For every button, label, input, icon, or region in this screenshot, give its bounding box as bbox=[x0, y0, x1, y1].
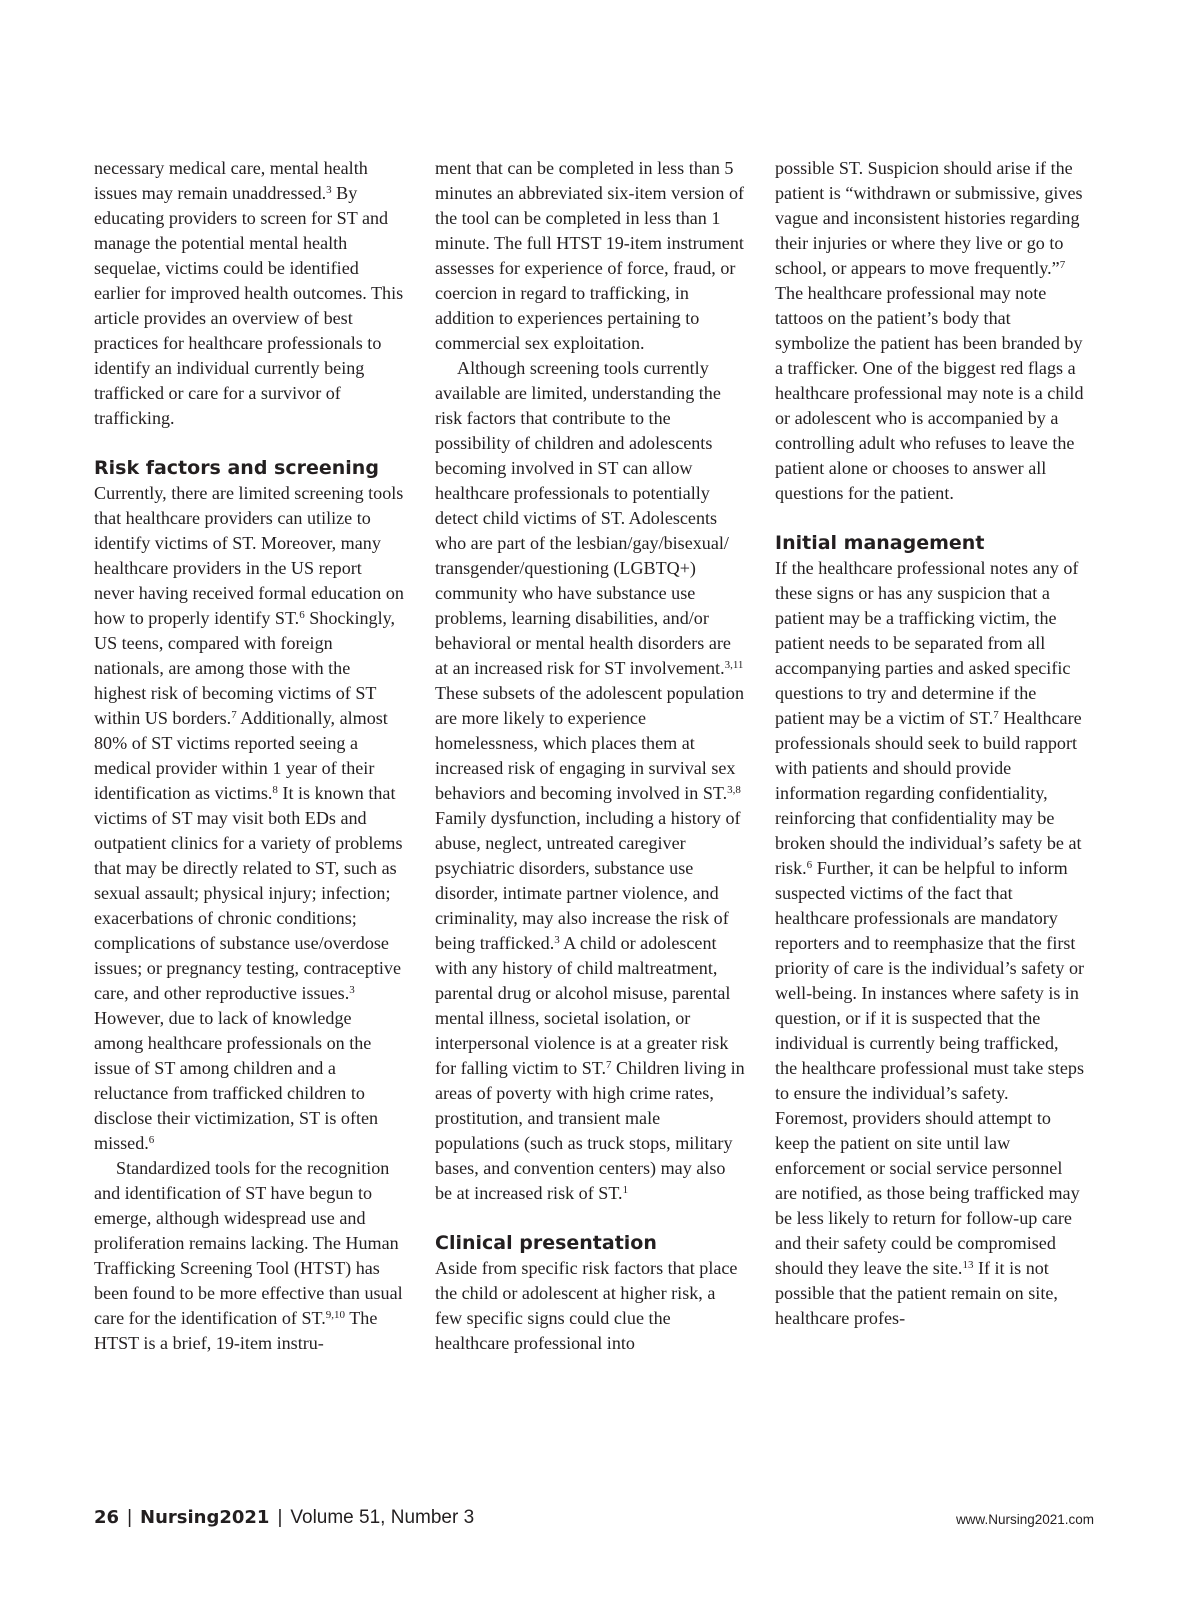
text-run: Family dysfunction, including a history of abuse, neglect, untreated caregiver psychiatric disorders, substance use disorder, intimate partner violence, and criminality, may also increase the risk of being trafficked. bbox=[435, 808, 741, 953]
citation-superscript: 13 bbox=[962, 1258, 974, 1271]
text-run: Currently, there are limited screening tools that healthcare providers can utilize to identify victims of ST. Moreover, many healthcare providers in the US report never having received formal education on how to properly identify ST. bbox=[94, 483, 404, 628]
text-run: Shockingly, US teens, compared with foreign nationals, are among those with the highest risk of becoming victims of ST within US borders. bbox=[94, 608, 396, 728]
text-run: If it is not possible that the patient remain on site, healthcare profes- bbox=[775, 1258, 1058, 1328]
text-run: possible ST. Suspicion should arise if the patient is “withdrawn or submissive, gives vague and inconsistent histories regarding their injuries or where they live or go to school, or appears to move frequently.” bbox=[775, 158, 1083, 278]
citation-superscript: 7 bbox=[231, 708, 237, 721]
text-run: Additionally, almost 80% of ST victims reported seeing a medical provider within 1 year of their identification as victims. bbox=[94, 708, 388, 803]
paragraph bbox=[435, 356, 745, 1206]
text-run: If the healthcare professional notes any of these signs or has any suspicion that a patient may be a trafficking victim, the patient needs to be separated from all accompanying parties and asked specific questions to try and determine if the patient may be a victim of ST. bbox=[775, 558, 1079, 728]
citation-superscript: 9,10 bbox=[325, 1308, 346, 1321]
text-run: Further, it can be helpful to inform suspected victims of the fact that healthcare professionals are mandatory reporters and to reemphasize that the first priority of care is the individual’s safety or well-being. In instances where safety is in question, or if it is suspected that the individual is currently being trafficked, the healthcare professional must take steps to ensure the individual’s safety. Foremost, providers should attempt to keep the patient on site until law enforcement or social service personnel are notified, as those being trafficked may be less likely to return for follow-up care and their safety could be compromised should they leave the site. bbox=[775, 858, 1085, 1278]
citation-superscript: 3,11 bbox=[724, 658, 744, 671]
page-footer bbox=[94, 1507, 1094, 1537]
page-number: 26 bbox=[94, 1507, 120, 1528]
citation-superscript: 7 bbox=[993, 708, 999, 721]
paragraph bbox=[435, 156, 745, 356]
paragraph bbox=[775, 156, 1085, 506]
paragraph bbox=[435, 1256, 745, 1356]
issue-info: Volume 51, Number 3 bbox=[290, 1507, 475, 1528]
text-run: ment that can be completed in less than 5 minutes an abbreviated six-item version of the tool can be completed in less than 1 minute. The full HTST 19-item instrument assesses for experience of force, fraud, or coercion in regard to trafficking, in addition to experiences pertaining to commercial sex exploitation. bbox=[435, 158, 745, 353]
paragraph bbox=[94, 1156, 404, 1356]
magazine-name: Nursing2021 bbox=[140, 1507, 270, 1528]
text-run: These subsets of the adolescent population are more likely to experience homelessness, which places them at increased risk of engaging in survival sex behaviors and becoming involved in ST. bbox=[435, 683, 745, 803]
citation-superscript: 3,8 bbox=[727, 783, 741, 796]
citation-superscript: 3 bbox=[349, 983, 355, 996]
section-heading: Initial management bbox=[775, 532, 985, 554]
text-run: It is known that victims of ST may visit both EDs and outpatient clinics for a variety of problems that may be directly related to ST, such as sexual assault; physical injury; infection; exacerbations of chronic conditions; complications of substance use/overdose issues; or pregnancy testing, contraceptive care, and other reproductive issues. bbox=[94, 783, 403, 1003]
footer-left bbox=[94, 1507, 474, 1529]
citation-superscript: 3 bbox=[554, 933, 560, 946]
citation-superscript: 6 bbox=[806, 858, 813, 871]
paragraph bbox=[94, 481, 404, 1156]
column-3 bbox=[775, 156, 1085, 1331]
citation-superscript: 8 bbox=[272, 783, 278, 796]
citation-superscript: 7 bbox=[1059, 258, 1066, 271]
citation-superscript: 3 bbox=[326, 183, 332, 196]
citation-superscript: 7 bbox=[606, 1058, 612, 1071]
text-run: The healthcare professional may note tattoos on the patient’s body that symbolize the patient has been branded by a trafficker. One of the biggest red flags a healthcare professional may note is a child or adolescent who is accompanied by a controlling adult who refuses to leave the patient alone or chooses to answer all questions for the patient. bbox=[775, 283, 1084, 503]
website-url: www.Nursing2021.com bbox=[955, 1512, 1094, 1527]
text-run: Although screening tools currently available are limited, understanding the risk factors that contribute to the possibility of children and adolescents becoming involved in ST can allow healthcare professionals to potentially detect child victims of ST. Adolescents who are part of the lesbian/gay/bisexual/ transgender/questioning (LGBTQ+) community who have substance use problems, learning disabilities, and/or behavioral or mental health disorders are at an increased risk for ST involvement. bbox=[435, 358, 731, 678]
citation-superscript: 1 bbox=[622, 1183, 629, 1196]
citation-superscript: 6 bbox=[299, 608, 305, 621]
text-run: A child or adolescent with any history of child maltreatment, parental drug or alcohol misuse, parental mental illness, societal isolation, or interpersonal violence is at a greater risk for falling victim to ST. bbox=[435, 933, 731, 1078]
text-run: Aside from specific risk factors that place the child or adolescent at higher risk, a few specific signs could clue the healthcare professional into bbox=[435, 1258, 738, 1353]
paragraph bbox=[94, 156, 404, 431]
paragraph bbox=[775, 556, 1085, 1331]
column-2 bbox=[435, 156, 745, 1356]
column-1 bbox=[94, 156, 404, 1356]
section-heading: Clinical presentation bbox=[435, 1232, 657, 1254]
text-run: However, due to lack of knowledge among healthcare professionals on the issue of ST among children and a reluctance from trafficked children to disclose their victimization, ST is often missed. bbox=[94, 1008, 379, 1153]
text-run: Healthcare professionals should seek to build rapport with patients and should provide information regarding confidentiality, reinforcing that confidentiality may be broken should the individual’s safety be at risk. bbox=[775, 708, 1082, 878]
footer-separator: | bbox=[127, 1507, 132, 1528]
footer-separator: | bbox=[277, 1507, 283, 1528]
citation-superscript: 6 bbox=[148, 1133, 155, 1146]
text-run: Children living in areas of poverty with high crime rates, prostitution, and transient male populations (such as truck stops, military bases, and convention centers) may also be at increased risk of ST. bbox=[435, 1058, 745, 1203]
text-run: Standardized tools for the recognition and identification of ST have begun to emerge, although widespread use and proliferation remains lacking. The Human Trafficking Screening Tool (HTST) has been found to be more effective than usual care for the identification of ST. bbox=[94, 1158, 403, 1328]
section-heading: Risk factors and screening bbox=[94, 457, 379, 479]
text-run: necessary medical care, mental health issues may remain unaddressed. bbox=[94, 158, 368, 203]
text-run: The HTST is a brief, 19-item instru- bbox=[94, 1308, 378, 1353]
text-run: By educating providers to screen for ST and manage the potential mental health sequelae, victims could be identified earlier for improved health outcomes. This article provides an overview of best practices for healthcare professionals to identify an individual currently being trafficked or care for a survivor of trafficking. bbox=[94, 183, 404, 428]
